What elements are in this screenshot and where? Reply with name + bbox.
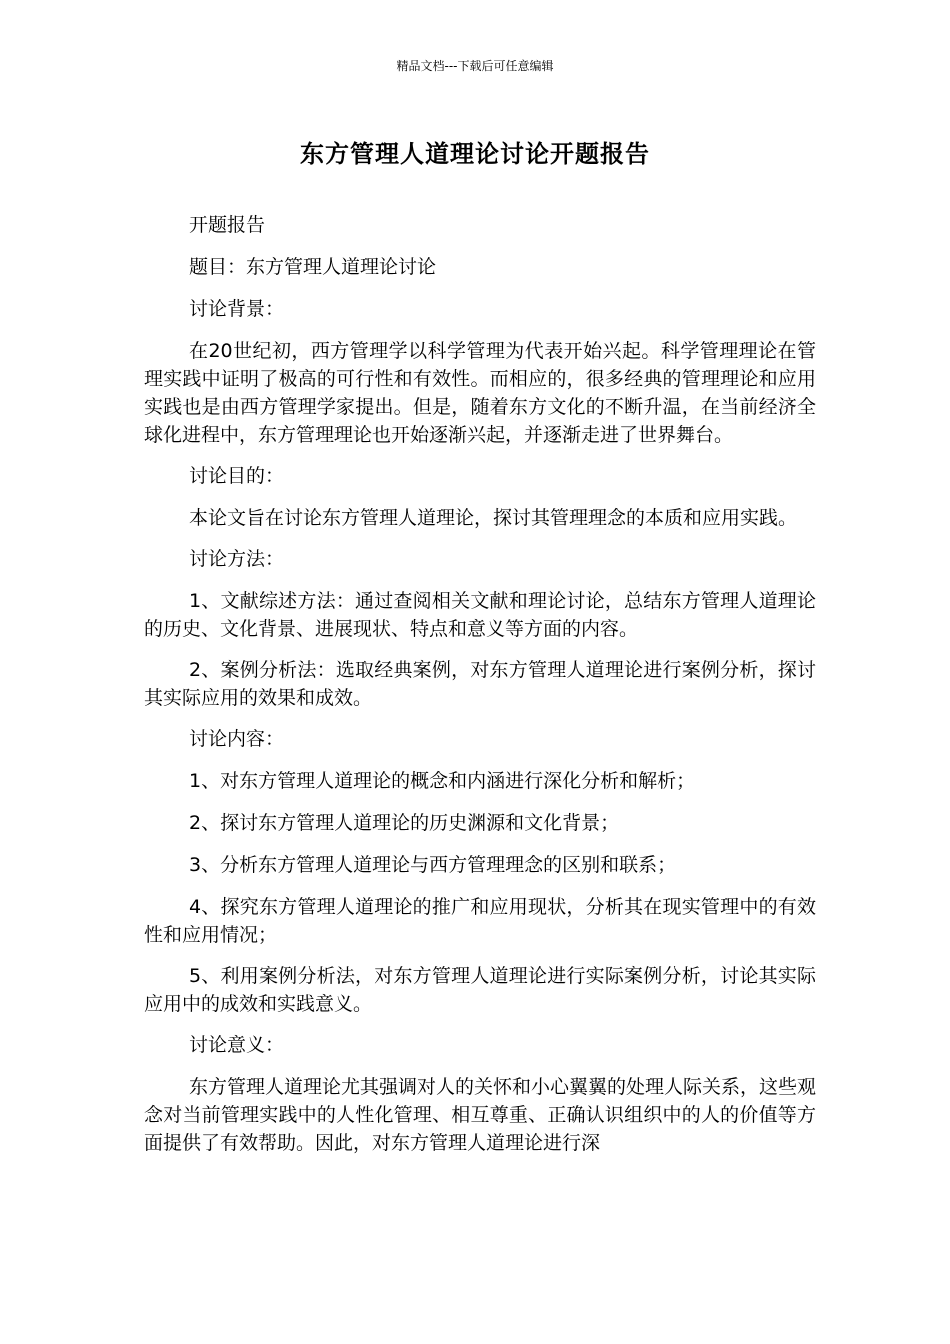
document-body — [144, 211, 816, 1170]
section-heading-purpose: 讨论目的： — [189, 465, 285, 487]
paragraph-content-2: 2、探讨东方管理人道理论的历史渊源和文化背景； — [189, 812, 620, 834]
paragraph-content-4: 4、探究东方管理人道理论的推广和应用现状，分析其在现实管理中的有效性和应用情况； — [144, 896, 816, 946]
paragraph-content-5: 5、利用案例分析法，对东方管理人道理论进行实际案例分析，讨论其实际应用中的成效和实践意义。 — [144, 965, 816, 1015]
header-note: 精品文档---下载后可任意编辑 — [396, 59, 554, 73]
document-title: 东方管理人道理论讨论开题报告 — [300, 140, 650, 168]
section-heading-methods: 讨论方法： — [189, 548, 285, 570]
paragraph-significance: 东方管理人道理论尤其强调对人的关怀和小心翼翼的处理人际关系，这些观念对当前管理实践中的人性化管理、相互尊重、正确认识组织中的人的价值等方面提供了有效帮助。因此，对东方管理人道理论进行深 — [144, 1076, 817, 1154]
paragraph-topic: 题目：东方管理人道理论讨论 — [189, 256, 437, 278]
section-heading-content: 讨论内容： — [189, 728, 285, 750]
paragraph-report-label: 开题报告 — [189, 214, 266, 236]
paragraph-method-2: 2、案例分析法：选取经典案例，对东方管理人道理论进行案例分析，探讨其实际应用的效果和成效。 — [144, 659, 816, 709]
paragraph-purpose: 本论文旨在讨论东方管理人道理论，探讨其管理理念的本质和应用实践。 — [189, 507, 798, 529]
paragraph-background: 在20世纪初，西方管理学以科学管理为代表开始兴起。科学管理理论在管理实践中证明了极高的可行性和有效性。而相应的，很多经典的管理理论和应用实践也是由西方管理学家提出。但是，随着东方文化的不断升温，在当前经济全球化进程中，东方管理理论也开始逐渐兴起，并逐渐走进了世界舞台。 — [144, 340, 816, 446]
section-heading-significance: 讨论意义： — [189, 1034, 285, 1056]
paragraph-content-3: 3、分析东方管理人道理论与西方管理理念的区别和联系； — [189, 854, 677, 876]
paragraph-content-1: 1、对东方管理人道理论的概念和内涵进行深化分析和解析； — [189, 770, 696, 792]
paragraph-method-1: 1、文献综述方法：通过查阅相关文献和理论讨论，总结东方管理人道理论的历史、文化背景、进展现状、特点和意义等方面的内容。 — [144, 590, 816, 640]
section-heading-background: 讨论背景： — [189, 298, 285, 320]
